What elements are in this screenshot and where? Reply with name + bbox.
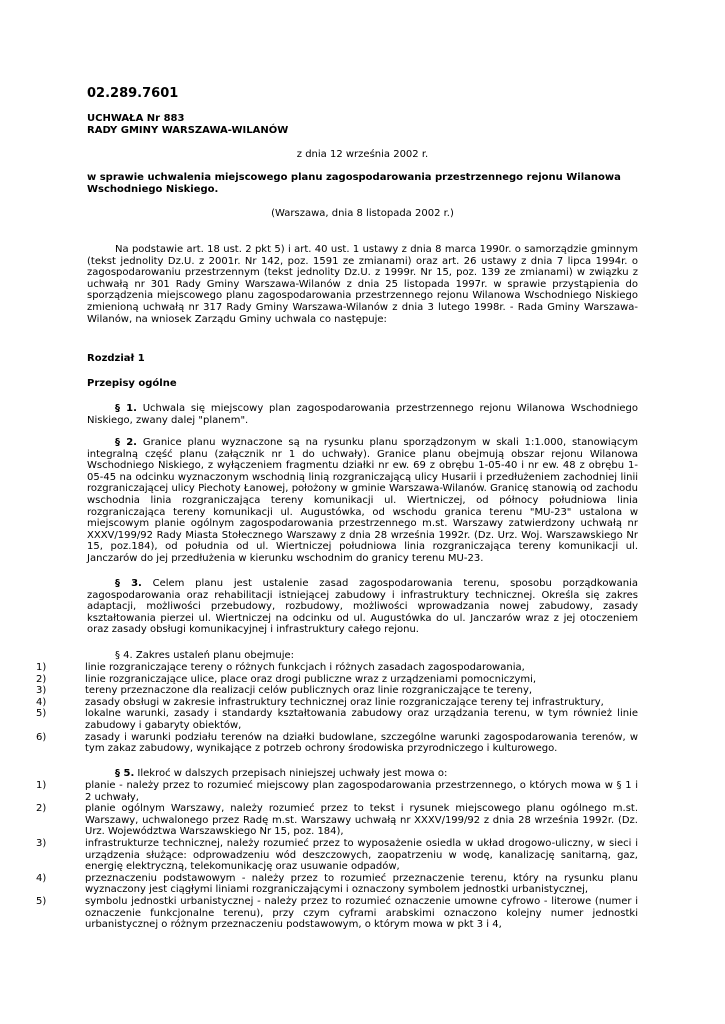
issuing-body: RADY GMINY WARSZAWA-WILANÓW [87,125,289,136]
section-5-intro [87,768,638,780]
section-5-label: § 5. [115,768,135,779]
section-4-intro [87,650,638,662]
publication-date: (Warszawa, dnia 8 listopada 2002 r.) [271,208,454,219]
list-item-number: 2) [36,803,47,815]
list-item-number: 4) [36,872,47,884]
list-item-text: przeznaczeniu podstawowym - należy przez to rozumieć przeznaczenie terenu, który na rysunku planu wyznaczony jest ciągłymi liniami rozgraniczającymi i oznaczony symbolem jednostki urbanistycznej, [85,872,638,896]
list-item-number: 6) [36,731,47,743]
section-4-label: § 4. [115,650,133,661]
list-item-text: infrastrukturze technicznej, należy rozumieć przez to wyposażenie osiedla w układ drogowo-uliczny, w sieci i urządzenia służące: odprowadzeniu wód deszczowych, zaopatrzeniu w wodę, kanalizację sanitarną, gaz, energię elektryczną, telekomunikację oraz usuwanie odpadów, [85,837,638,873]
list-item-text: planie - należy przez to rozumieć miejscowy plan zagospodarowania przestrzennego, o których mowa w § 1 i 2 uchwały, [85,780,638,803]
list-item-text: lokalne warunki, zasady i standardy kształtowania zabudowy oraz urządzania terenu, w tym również linie zabudowy i gabaryty obiektów, [85,708,638,731]
section-4-list [36,662,638,755]
document-number: 02.289.7601 [87,86,179,101]
list-item-number: 2) [36,673,47,685]
list-item [36,662,638,674]
list-item-text: zasady i warunki podziału terenów na działki budowlane, szczególne warunki zagospodarowania terenów, w tym zakaz zabudowy, wynikające z potrzeb ochrony środowiska przyrodniczego i kulturowego. [85,731,638,755]
list-item-number: 3) [36,837,47,849]
list-item-text: tereny przeznaczone dla realizacji celów publicznych oraz linie rozgraniczające te tereny, [85,685,533,697]
list-item [36,685,638,697]
list-item [36,732,638,755]
list-item-text: symbolu jednostki urbanistycznej - należy przez to rozumieć oznaczenie umowne cyfrowo - literowe (numer i oznaczenie funkcjonalne terenu), przy czym cyframi arabskimi oznaczono kolejny numer jednostki urbanistycznej o różnym przeznaczeniu podstawowym, o którym mowa w pkt 3 i 4, [85,895,638,931]
list-item-text: planie ogólnym Warszawy, należy rozumieć przez to tekst i rysunek miejscowego planu ogólnego m.st. Warszawy, uchwalonego przez Radę m.st. Warszawy uchwałą nr XXXV/199/92 z dnia 28 września 1992r. (Dz. Urz. Województwa Warszawskiego Nr 15, poz. 184), [85,803,638,838]
list-item [36,674,638,686]
list-item [36,708,638,731]
list-item-text: zasady obsługi w zakresie infrastruktury technicznej oraz linie rozgraniczające tereny tej infrastruktury, [85,696,604,708]
section-5-list [36,780,638,931]
list-item-number: 5) [36,895,47,907]
resolution-date: z dnia 12 września 2002 r. [296,149,429,160]
list-item-number: 1) [36,780,47,791]
resolution-number: UCHWAŁA Nr 883 [87,113,185,124]
list-item-text: linie rozgraniczające ulice, place oraz drogi publiczne wraz z urządzeniami pomocniczymi, [85,673,537,685]
list-item-number: 1) [36,662,47,673]
section-1 [87,403,638,426]
section-3-label: § 3. [115,578,142,589]
list-item [36,873,638,896]
chapter-title: Rozdział 1 [87,353,145,364]
section-1-text: Uchwala się miejscowy plan zagospodarowania przestrzennego rejonu Wilanowa Wschodniego Niskiego, zwany dalej "planem". [87,403,638,426]
list-item [36,838,638,873]
resolution-subject: w sprawie uchwalenia miejscowego planu zagospodarowania przestrzennego rejonu Wilanowa Wschodniego Niskiego. [87,172,621,195]
section-2 [87,437,638,565]
list-item [36,697,638,709]
section-3-text: Celem planu jest ustalenie zasad zagospodarowania terenu, sposobu porządkowania zagospodarowania oraz rehabilitacji istniejącej zabudowy i infrastruktury technicznej. Określa się zakres adaptacji, możliwości przebudowy, rozbudowy, możliwości wprowadzania nowej zabudowy, zasady kształtowania pierzei ul. Wiertniczej na odcinku od ul. Augustówka do ul. Janczarów wraz z jej otoczeniem oraz zasady obsługi komunikacyjnej i infrastruktury całego rejonu. [87,578,638,636]
section-3 [87,578,638,636]
list-item-number: 3) [36,685,47,697]
list-item [36,780,638,803]
section-2-text: Granice planu wyznaczone są na rysunku planu sporządzonym w skali 1:1.000, stanowiącym integralną część planu (załącznik nr 1 do uchwały). Granice planu obejmują obszar rejonu Wilanowa Wschodniego Niskiego, z wyłączeniem fragmentu działki nr ew. 69 z obrębu 1-05-40 i nr ew. 48 z obrębu 1-05-45 na odcinku wyznaczonym wschodnią linią rozgraniczającą ulicy Husarii i przedłużeniem zachodniej linii rozgraniczającej ulicy Piechoty Łanowej, położony w gminie Warszawa-Wilanów. Granicę stanowią od zachodu wschodnia linia rozgraniczająca tereny komunikacji ul. Wiertniczej, od północy południowa linia rozgraniczająca tereny komunikacji ul. Augustówka, od wschodu granica terenu "MU-23" ustalona w miejscowym planie ogólnym zagospodarowania przestrzennego m.st. Warszawy zatwierdzony uchwałą nr XXXV/199/92 Rady Miasta Stołecznego Warszawy z dnia 28 września 1992r. (Dz. Urz. Woj. Warszawskiego Nr 15, poz.184), od południa od ul. Wiertniczej południowa linia rozgraniczająca tereny komunikacji ul. Janczarów do jej przedłużenia w kierunku wschodnim do granicy terenu MU-23. [87,437,638,564]
section-2-label: § 2. [115,437,137,448]
list-item [36,896,638,931]
section-5-text: Ilekroć w dalszych przepisach niniejszej uchwały jest mowa o: [134,768,448,779]
list-item-number: 4) [36,696,47,708]
list-item-text: linie rozgraniczające tereny o różnych funkcjach i różnych zasadach zagospodarowania, [85,662,525,673]
preamble: Na podstawie art. 18 ust. 2 pkt 5) i art. 40 ust. 1 ustawy z dnia 8 marca 1990r. o samorządzie gminnym (tekst jednolity Dz.U. z 2001r. Nr 142, poz. 1591 ze zmianami) oraz art. 26 ustawy z dnia 7 lipca 1994r. o zagospodarowaniu przestrzennym (tekst jednolity Dz.U. z 1999r. Nr 15, poz. 139 ze zmianami) w związku z uchwałą nr 301 Rady Gminy Warszawa-Wilanów z dnia 25 listopada 1997r. w sprawie przystąpienia do sporządzenia miejscowego planu zagospodarowania przestrzennego rejonu Wilanowa Wschodniego Niskiego zmienioną uchwałą nr 317 Rady Gminy Warszawa-Wilanów z dnia 3 lutego 1998r. - Rada Gminy Warszawa-Wilanów, na wniosek Zarządu Gminy uchwala co następuje: [87,244,638,325]
section-1-label: § 1. [115,403,137,414]
section-4-text: Zakres ustaleń planu obejmuje: [132,650,295,661]
list-item [36,803,638,838]
list-item-number: 5) [36,708,47,720]
chapter-subtitle: Przepisy ogólne [87,378,177,389]
